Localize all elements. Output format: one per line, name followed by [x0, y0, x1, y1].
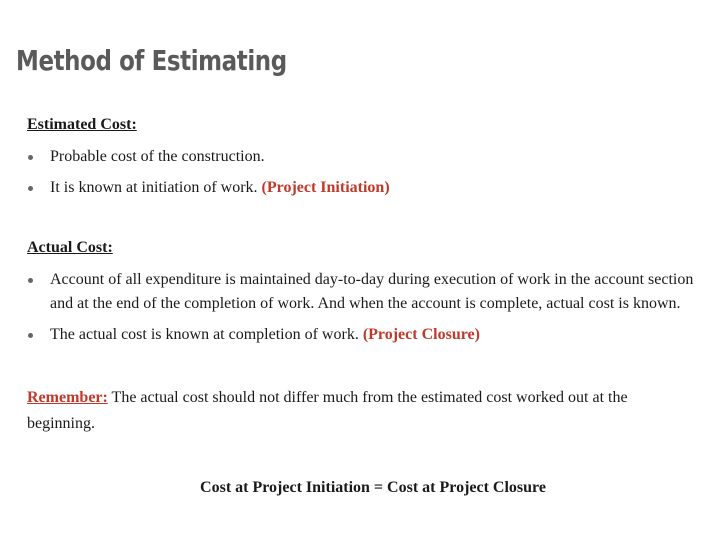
actual-cost-list	[27, 268, 699, 347]
remember-label: Remember:	[27, 389, 108, 406]
slide-content	[27, 112, 699, 501]
estimated-cost-list	[27, 145, 699, 200]
bullet-icon	[28, 155, 33, 160]
project-closure-highlight: (Project Closure)	[362, 326, 480, 343]
bullet-text: Account of all expenditure is maintained day-to-day during execution of work in the account section and at the end of the completion of work. And when the account is complete, actual cost is known.	[50, 271, 694, 312]
remember-note	[27, 385, 699, 437]
slide-title: Method of Estimating	[16, 44, 287, 77]
bullet-text: Probable cost of the construction.	[50, 148, 265, 165]
bullet-text: It is known at initiation of work.	[50, 179, 262, 196]
bullet-icon	[28, 278, 33, 283]
actual-cost-heading: Actual Cost:	[27, 239, 113, 256]
list-item	[27, 145, 699, 169]
estimated-cost-heading: Estimated Cost:	[27, 116, 137, 133]
list-item	[27, 268, 699, 316]
list-item	[27, 176, 699, 200]
bullet-text: The actual cost is known at completion of work.	[50, 326, 363, 343]
remember-text: The actual cost should not differ much from the estimated cost worked out at the beginning.	[27, 389, 628, 432]
bullet-icon	[28, 333, 33, 338]
cost-equation: Cost at Project Initiation = Cost at Project Closure	[200, 479, 546, 496]
project-initiation-highlight: (Project Initiation)	[261, 179, 390, 196]
bullet-icon	[28, 186, 33, 191]
list-item	[27, 323, 699, 347]
